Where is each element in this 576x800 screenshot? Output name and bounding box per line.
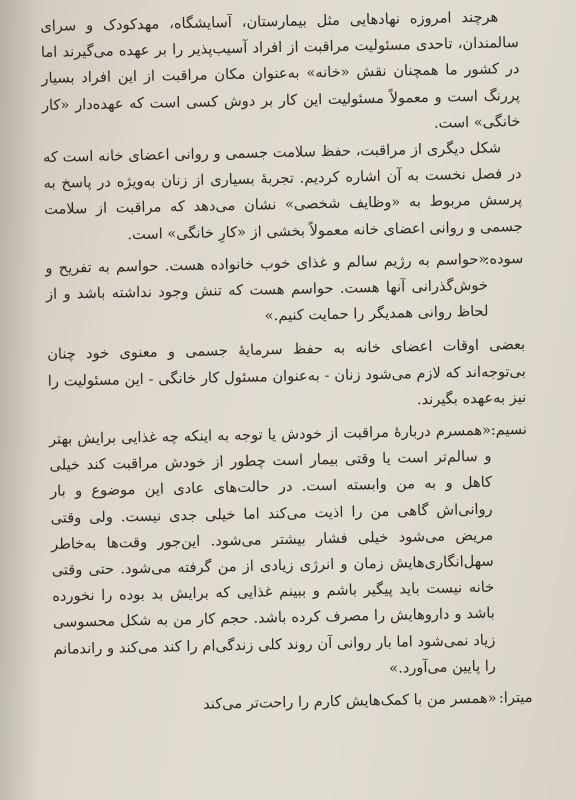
paragraph-responsibility: بعضی اوقات اعضای خانه به حفظ سرمایهٔ جسمی و معنوی خود چنان بی‌توجه‌اند که لازم می‌شود زنان - به‌عنوان مسئول کار خانگی - این مسئولیت را نیز به‌عهده بگیرند.: [47, 336, 527, 409]
speaker-name: میترا:: [498, 688, 533, 707]
speaker-name: سوده:: [484, 249, 524, 268]
quote-text: «حواسم به رژیم سالم و غذای خوب خانواده هست. حواسم به تفریح و خوش‌گذرانی آنها هست. حواسم هست که تنش وجود نداشته باشد و از لحاظ روانی همدیگر را حمایت کنیم.»: [45, 250, 489, 325]
paragraph-institutions: هرچند امروزه نهادهایی مثل بیمارستان، آسایشگاه، مهدکودک و سرای سالمندان، تاحدی مسئولیت مراقبت از افراد آسیب‌پذیر را بر عهده می‌گیرند اما در کشور ما همچنان نقش «خانه» به‌عنوان مکان مراقبت از این افراد بسیار پررنگ است و معمولاً مسئولیت این کار بر دوش کسی است که عهده‌دار «کار خانگی» است.: [40, 8, 521, 132]
quote-sudeh: [45, 246, 525, 335]
quote-text: «همسر من با کمک‌هایش کارم را راحت‌تر می‌کند: [202, 689, 497, 713]
page-gutter-shadow: [0, 0, 40, 800]
paragraph-health-care: شکل دیگری از مراقبت، حفظ سلامت جسمی و روانی اعضای خانه است که در فصل نخست به آن اشاره کردیم. تجربهٔ بسیاری از زنان به‌ویژه در پاسخ به پرسش مربوط به «وظایف شخصی» نشان می‌دهد که مراقبت از سلامت جسمی و روانی اعضای خانه معمولاً بخشی از «کارِ خانگی» است.: [42, 139, 523, 243]
quote-mitra: [54, 685, 532, 721]
quote-nasim: [49, 417, 532, 689]
quote-text: «همسرم دربارهٔ مراقبت از خودش یا توجه به اینکه چه غذایی برایش بهتر و سالم‌تر است یا وقتی بیمار است چطور از خودش مراقبت کند خیلی کاهل و به من وابسته است. در حالت‌های عادی این موضوع و بار روانی‌اش گاهی من را اذیت می‌کند اما خیلی جدی نیست. ولی وقتی مریض می‌شود خیلی فشار بیشتر می‌شود. این‌جور وقت‌ها به‌خاطر سهل‌انگاری‌هایش زمان و انرژی زیادی از من گرفته می‌شود. حتی وقتی خانه نیست باید پیگیر باشم و ببینم غذایی که برایش بد بوده را نخورده باشد و داروهایش را مصرف کرده باشد. حجم کار من به شکل محسوسی زیاد نمی‌شود اما بار روانی آن روند کلی زندگی‌ام را کند می‌کند و راندمانم را پایین می‌آورد.»: [48, 421, 497, 677]
speaker-name: نسیم:: [490, 420, 528, 439]
page-text-block: [40, 4, 533, 721]
